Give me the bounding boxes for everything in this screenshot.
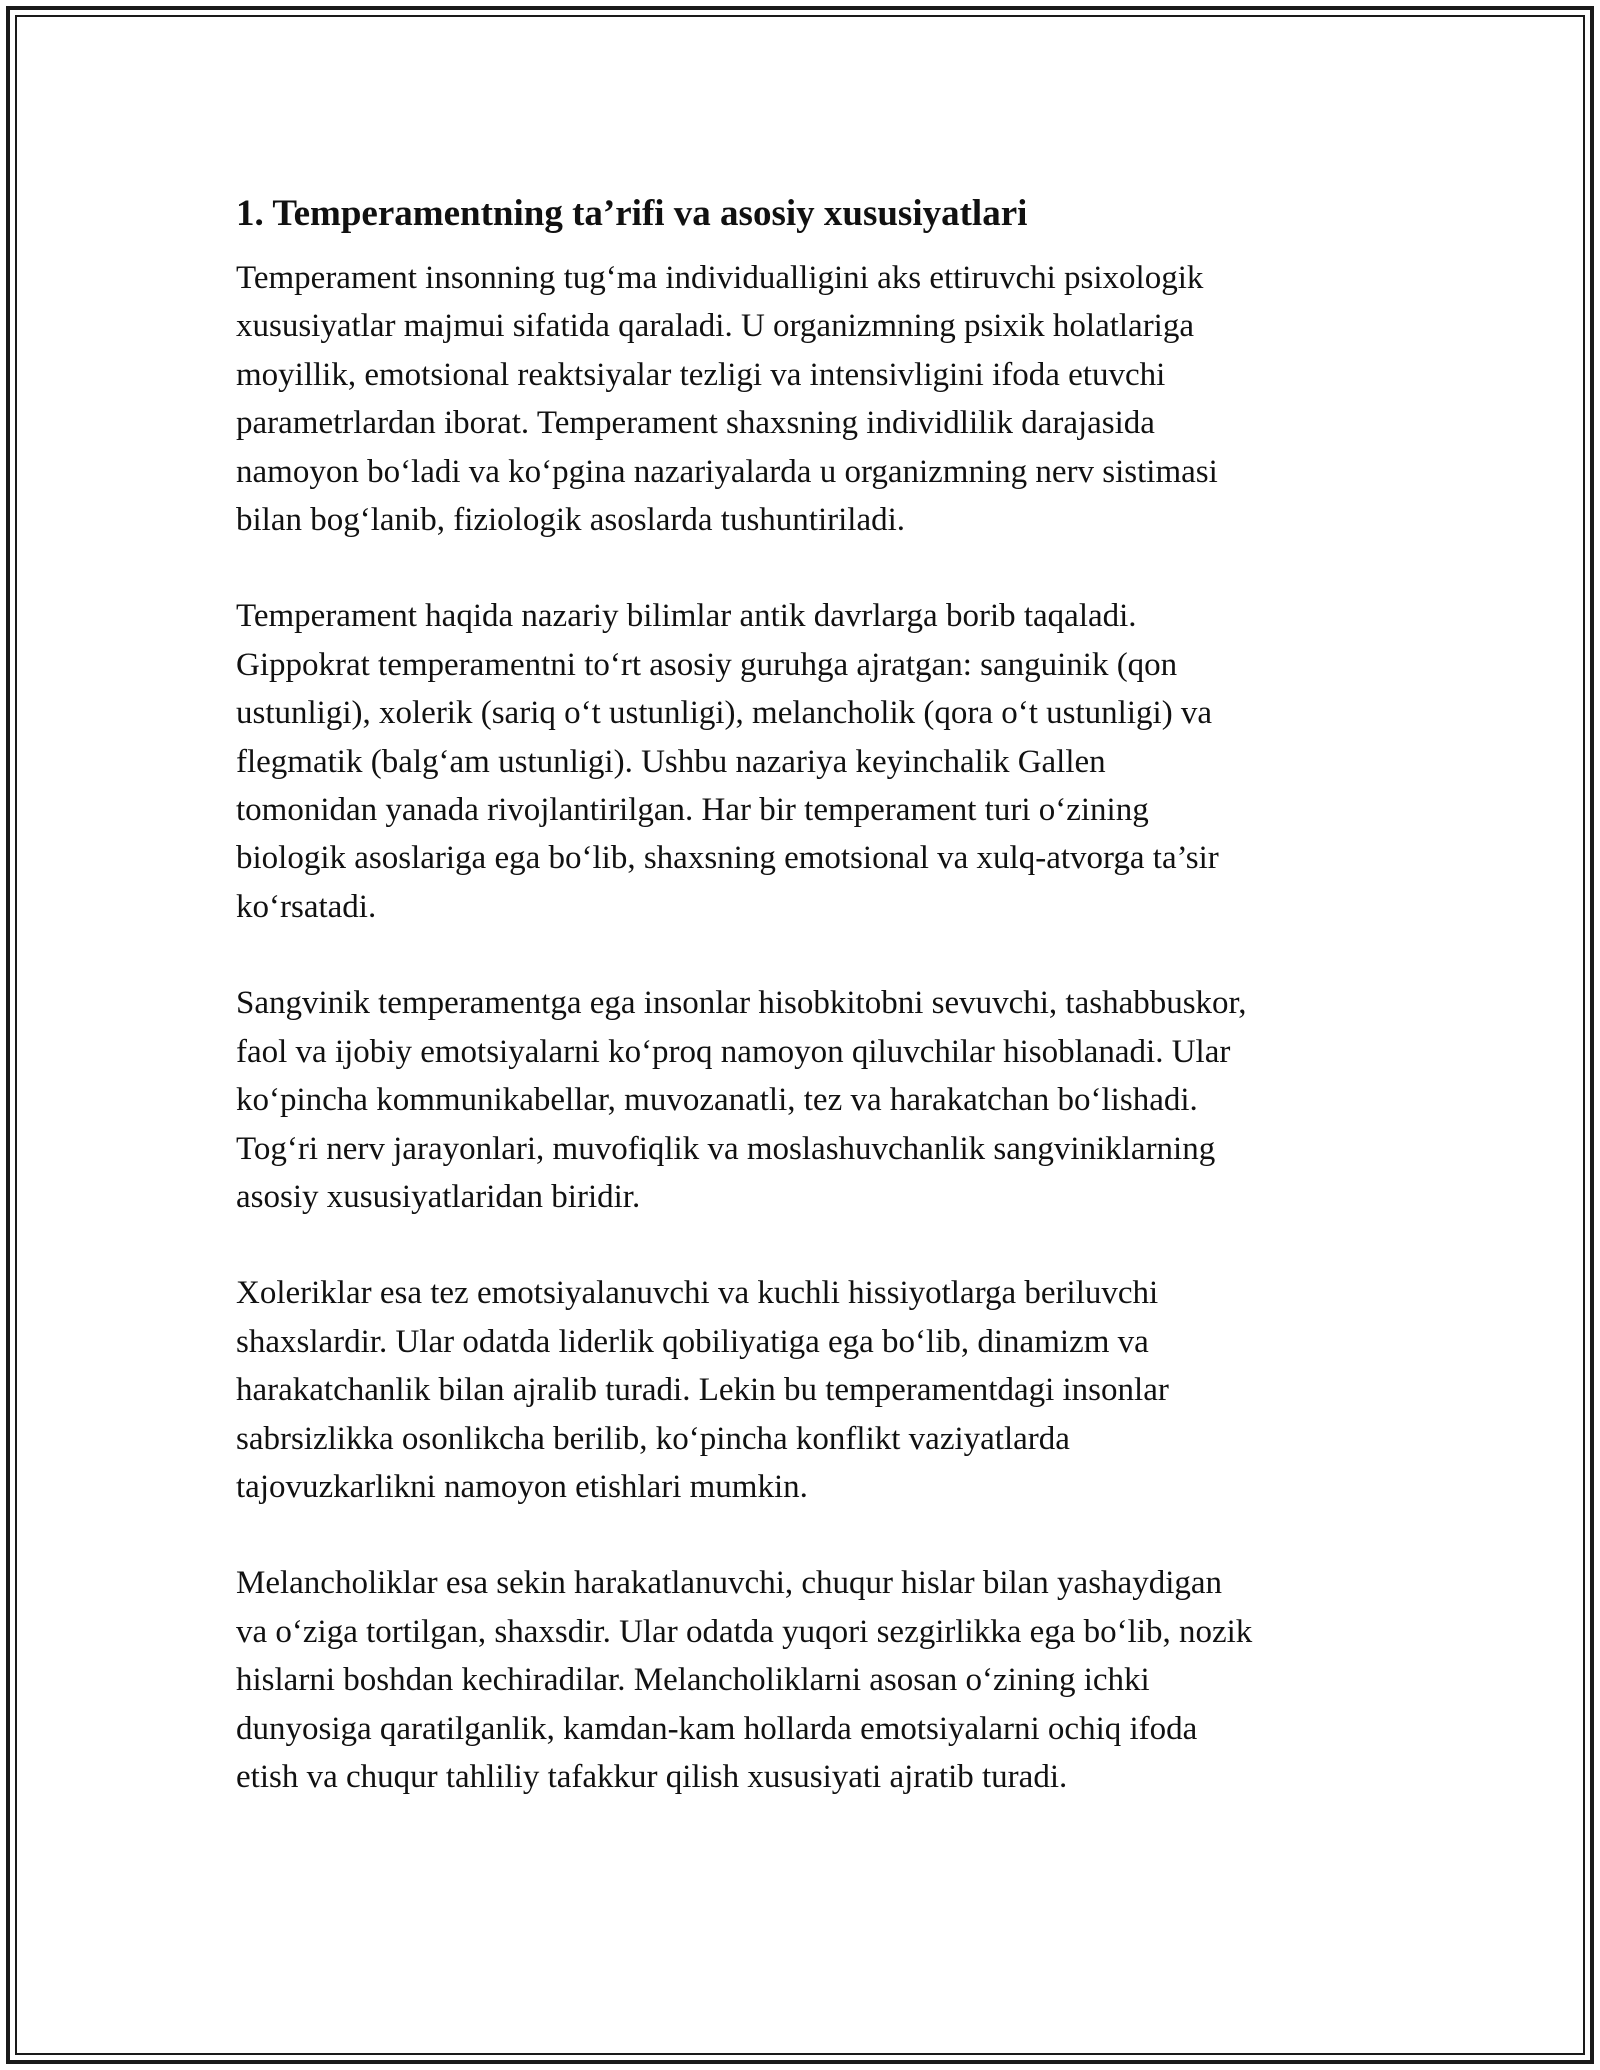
text-line: etish va chuqur tahliliy tafakkur qilish xususiyati ajratib turadi. [236,1758,1068,1795]
text-line: parametrlardan iborat. Temperament shaxsning individlilik darajasida [236,405,1155,442]
text-line: ustunligi), xolerik (sariq o‘t ustunligi), melancholik (qora o‘t ustunligi) va [236,695,1213,732]
text-line: va o‘ziga tortilgan, shaxsdir. Ular odatda yuqori sezgirlikka ega bo‘lib, nozik [236,1613,1253,1650]
text-line: dunyosiga qaratilganlik, kamdan-kam hollarda emotsiyalarni ochiq ifoda [236,1710,1198,1747]
paragraph-history [236,592,1376,931]
text-line: xususiyatlar majmui sifatida qaraladi. U organizmning psixik holatlariga [236,308,1194,345]
text-line: Sangvinik temperamentga ega insonlar hisobkitobni sevuvchi, tashabbuskor, [236,985,1247,1022]
text-line: Xoleriklar esa tez emotsiyalanuvchi va kuchli hissiyotlarga beriluvchi [236,1275,1159,1312]
text-line: ko‘rsatadi. [236,888,377,925]
paragraph-sanguine [236,979,1376,1221]
text-line: tajovuzkarlikni namoyon etishlari mumkin. [236,1468,808,1505]
text-line: bilan bog‘lanib, fiziologik asoslarda tushuntiriladi. [236,502,906,539]
text-line: ko‘pincha kommunikabellar, muvozanatli, tez va harakatchan bo‘lishadi. [236,1082,1198,1119]
paragraph-melancholic [236,1559,1376,1801]
text-line: hislarni boshdan kechiradilar. Melancholiklarni asosan o‘zining ichki [236,1662,1150,1699]
document-body [236,188,1376,1849]
text-line: namoyon bo‘ladi va ko‘pgina nazariyalarda u organizmning nerv sistimasi [236,453,1218,490]
text-line: flegmatik (balg‘am ustunligi). Ushbu nazariya keyinchalik Gallen [236,743,1106,780]
text-line: tomonidan yanada rivojlantirilgan. Har bir temperament turi o‘zining [236,792,1149,829]
text-line: asosiy xususiyatlaridan biridir. [236,1178,641,1215]
text-line: faol va ijobiy emotsiyalarni ko‘proq namoyon qiluvchilar hisoblanadi. Ular [236,1033,1231,1070]
text-line: sabrsizlikka osonlikcha berilib, ko‘pincha konflikt vaziyatlarda [236,1420,1070,1457]
text-line: Temperament insonning tug‘ma individualligini aks ettiruvchi psixologik [236,260,1204,296]
text-line: shaxslardir. Ular odatda liderlik qobiliyatiga ega bo‘lib, dinamizm va [236,1323,1149,1360]
text-line: biologik asoslariga ega bo‘lib, shaxsning emotsional va xulq-atvorga ta’sir [236,840,1219,877]
text-line: moyillik, emotsional reaktsiyalar tezligi va intensivligini ifoda etuvchi [236,356,1166,393]
text-line: Temperament haqida nazariy bilimlar antik davrlarga borib taqaladi. [236,598,1137,635]
paragraph-choleric [236,1269,1376,1511]
text-line: Tog‘ri nerv jarayonlari, muvofiqlik va moslashuvchanlik sangviniklarning [236,1130,1216,1167]
text-line: Gippokrat temperamentni to‘rt asosiy guruhga ajratgan: sanguinik (qon [236,646,1178,683]
text-line: Melancholiklar esa sekin harakatlanuvchi, chuqur hislar bilan yashaydigan [236,1565,1223,1602]
text-line: harakatchanlik bilan ajralib turadi. Lekin bu temperamentdagi insonlar [236,1372,1169,1409]
paragraph-definition [236,254,1376,544]
section-heading: 1. Temperamentning ta’rifi va asosiy xususiyatlari [236,193,1028,234]
